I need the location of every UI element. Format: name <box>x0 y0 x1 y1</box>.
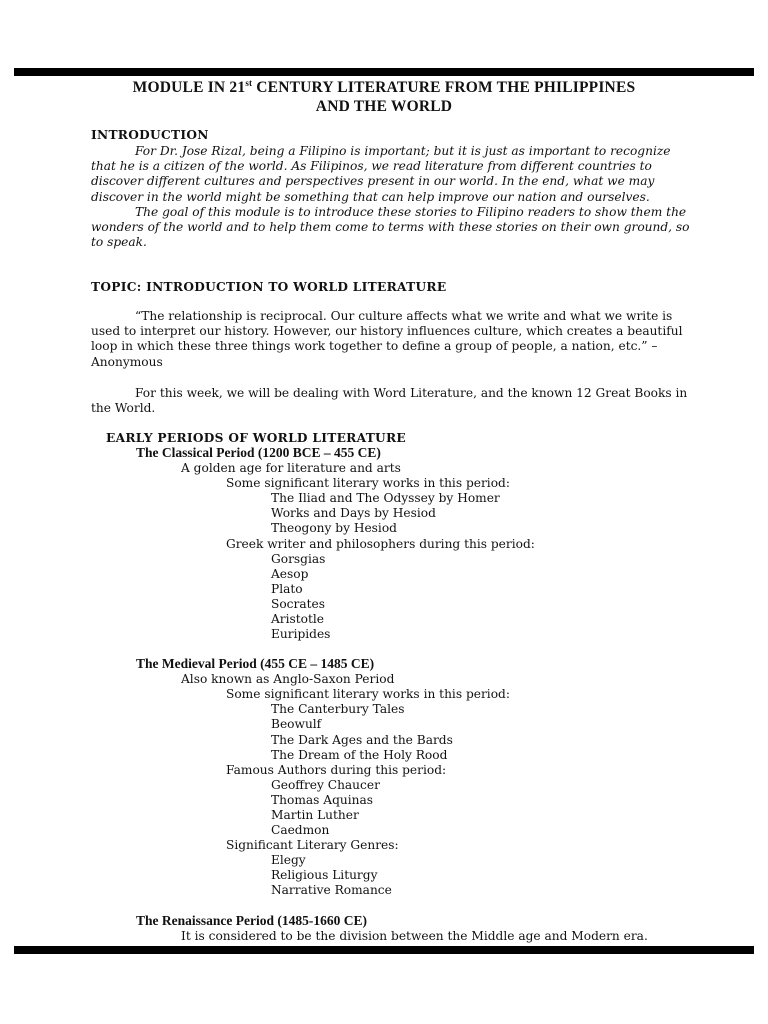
text-line: loop in which these three things work together to define a group of people, a nation, etc.” – <box>91 339 658 354</box>
week-paragraph <box>91 386 687 416</box>
text-line: wonders of the world and to help them come to terms with these stories on their own ground, so <box>91 220 690 235</box>
top-rule <box>14 68 754 76</box>
quote-paragraph <box>91 309 683 370</box>
list-item: Caedmon <box>271 823 330 837</box>
list-item: Works and Days by Hesiod <box>271 506 436 520</box>
list-item: The Canterbury Tales <box>271 702 405 716</box>
topic-heading: TOPIC: INTRODUCTION TO WORLD LITERATURE <box>91 280 447 294</box>
text-line: Anonymous <box>91 354 163 369</box>
list-item: Theogony by Hesiod <box>271 521 397 535</box>
list-item: Gorsgias <box>271 552 326 566</box>
early-periods-heading: EARLY PERIODS OF WORLD LITERATURE <box>106 431 407 445</box>
bottom-rule <box>14 946 754 954</box>
medieval-authors-label: Famous Authors during this period: <box>226 763 447 777</box>
text-line: that he is a citizen of the world. As Filipinos, we read literature from different countries to <box>91 159 652 174</box>
list-item: Religious Liturgy <box>271 868 378 882</box>
list-item: Geoffrey Chaucer <box>271 778 380 792</box>
renaissance-period-title: The Renaissance Period (1485-1660 CE) <box>136 913 367 928</box>
medieval-period-title: The Medieval Period (455 CE – 1485 CE) <box>136 656 375 671</box>
list-item: Euripides <box>271 627 331 641</box>
text-line: For Dr. Jose Rizal, being a Filipino is important; but it is just as important to recognize <box>135 144 671 158</box>
classical-period-title: The Classical Period (1200 BCE – 455 CE) <box>136 445 381 460</box>
medieval-genres-label: Significant Literary Genres: <box>226 838 399 852</box>
text-line: used to interpret our history. However, our history influences culture, which creates a beautiful <box>91 324 683 339</box>
list-item: Elegy <box>271 853 306 867</box>
text-line: For this week, we will be dealing with Word Literature, and the known 12 Great Books in <box>135 386 688 400</box>
introduction-heading: INTRODUCTION <box>91 128 209 142</box>
introduction-paragraph-1 <box>91 144 671 205</box>
list-item: Thomas Aquinas <box>271 793 373 807</box>
list-item: The Dream of the Holy Rood <box>271 748 448 762</box>
list-item: Narrative Romance <box>271 883 392 897</box>
medieval-description: Also known as Anglo-Saxon Period <box>181 672 395 686</box>
list-item: Martin Luther <box>271 808 359 822</box>
text-line: “The relationship is reciprocal. Our culture affects what we write and what we write is <box>135 309 673 323</box>
medieval-works-label: Some significant literary works in this period: <box>226 687 510 701</box>
text-line: the World. <box>91 401 156 416</box>
introduction-paragraph-2 <box>91 205 690 251</box>
list-item: The Dark Ages and the Bards <box>271 733 453 747</box>
classical-works-label: Some significant literary works in this period: <box>226 476 510 490</box>
list-item: Aesop <box>271 567 309 581</box>
list-item: Aristotle <box>271 612 325 626</box>
list-item: Beowulf <box>271 717 322 731</box>
classical-description: A golden age for literature and arts <box>181 461 401 475</box>
document-title: MODULE IN 21st CENTURY LITERATURE FROM THE PHILIPPINES AND THE WORLD <box>132 77 636 115</box>
text-line: The goal of this module is to introduce these stories to Filipino readers to show them the <box>135 205 687 219</box>
renaissance-description: It is considered to be the division between the Middle age and Modern era. <box>181 929 648 943</box>
text-line: to speak. <box>91 235 147 250</box>
list-item: The Iliad and The Odyssey by Homer <box>271 491 500 505</box>
classical-writers-label: Greek writer and philosophers during this period: <box>226 537 535 551</box>
list-item: Socrates <box>271 597 325 611</box>
text-line: discover different cultures and perspectives present in our world. In the end, what we may <box>91 174 655 189</box>
text-line: discover in the world might be something that can help improve our nation and ourselves. <box>91 189 650 204</box>
list-item: Plato <box>271 582 303 596</box>
